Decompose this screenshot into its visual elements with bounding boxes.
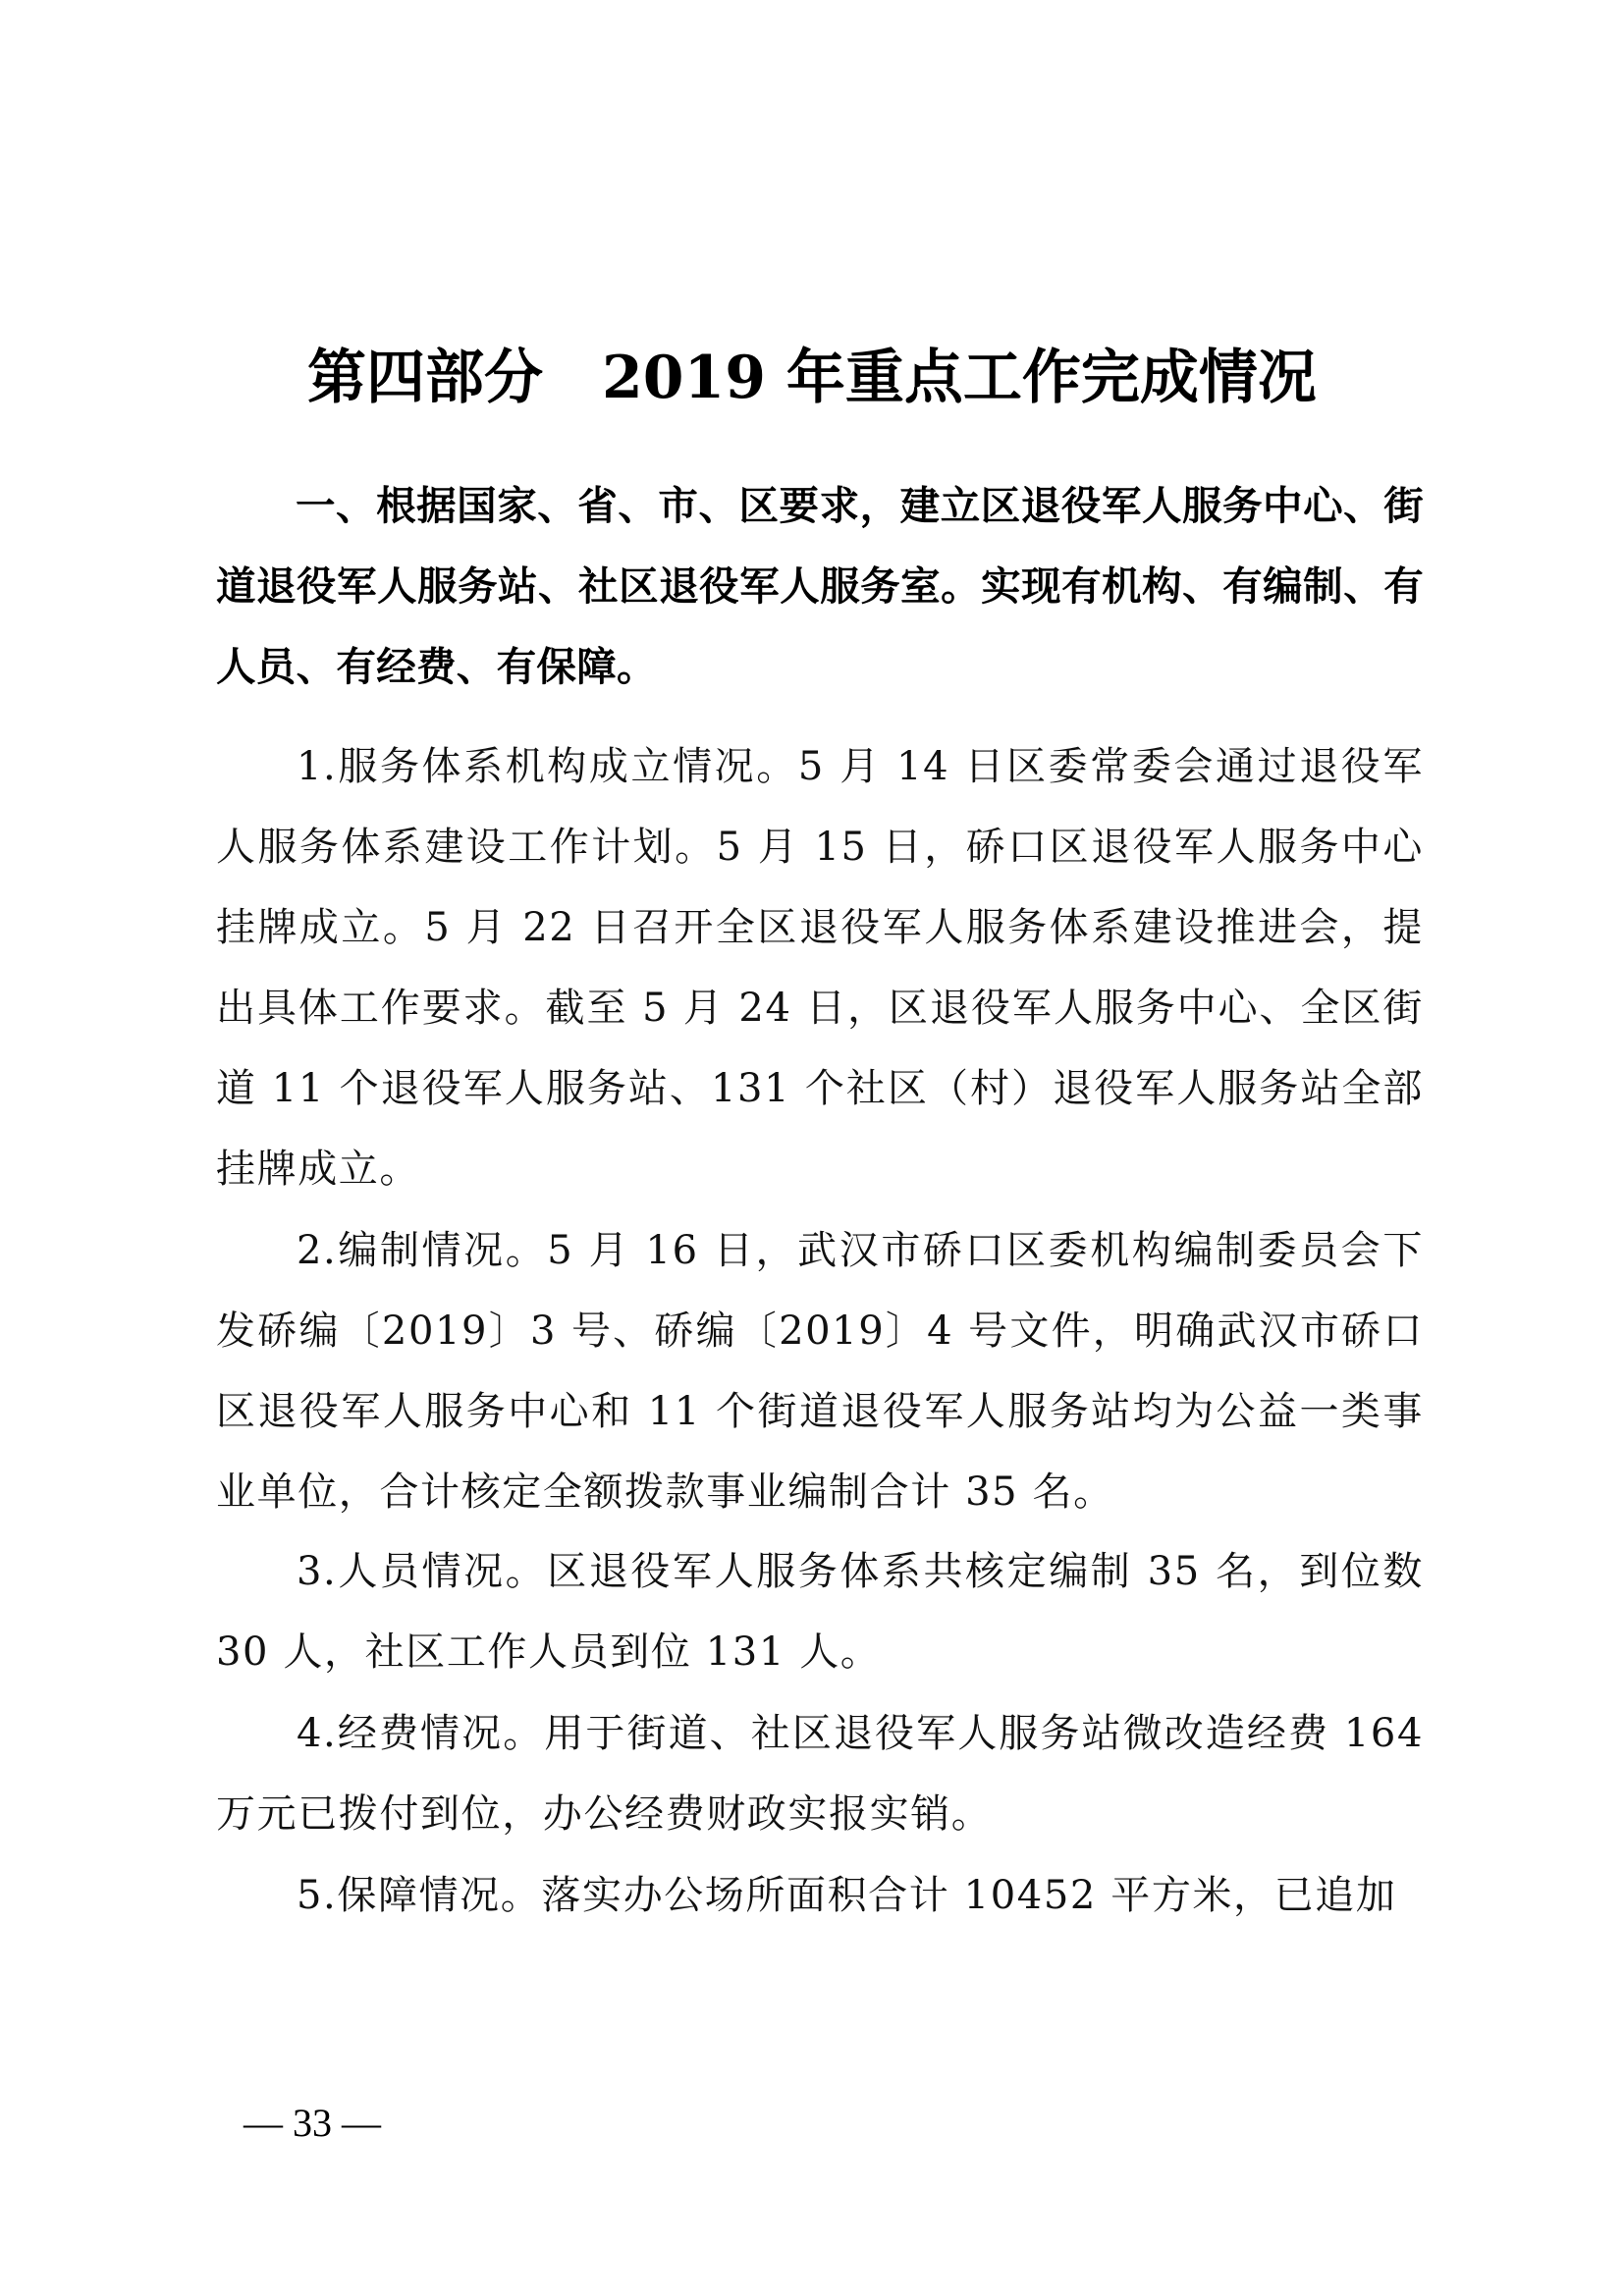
paragraph-funding: 4.经费情况。用于街道、社区退役军人服务站微改造经费 164 万元已拨付到位，办公经费财政实报实销。 bbox=[216, 1711, 1424, 1837]
paragraph-staffing-quota: 2.编制情况。5 月 16 日，武汉市硚口区委机构编制委员会下发硚编〔2019〕3 号、硚编〔2019〕4 号文件，明确武汉市硚口区退役军人服务中心和 11 个街道退役军人服务站均为公益一类事业单位，合计核定全额拨款事业编制合计 35 名。 bbox=[216, 1228, 1424, 1515]
title-text: 2019 年重点工作完成情况 bbox=[602, 344, 1317, 412]
title-part: 第四部分 bbox=[307, 344, 544, 412]
paragraph-institutions: 1.服务体系机构成立情况。5 月 14 日区委常委会通过退役军人服务体系建设工作计划。5 月 15 日，硚口区退役军人服务中心挂牌成立。5 月 22 日召开全区退役军人服务体系建设推进会，提出具体工作要求。截至 5 月 24 日，区退役军人服务中心、全区街道 11 个退役军人服务站、131 个社区（村）退役军人服务站全部挂牌成立。 bbox=[216, 744, 1424, 1192]
paragraph-personnel: 3.人员情况。区退役军人服务体系共核定编制 35 名，到位数 30 人，社区工作人员到位 131 人。 bbox=[216, 1549, 1424, 1675]
page-title bbox=[0, 329, 1624, 427]
section-heading: 一、根据国家、省、市、区要求，建立区退役军人服务中心、街道退役军人服务站、社区退役军人服务室。实现有机构、有编制、有人员、有经费、有保障。 bbox=[216, 482, 1424, 690]
page-number: — 33 — bbox=[244, 2101, 381, 2145]
paragraph-guarantee: 5.保障情况。落实办公场所面积合计 10452 平方米，已追加 bbox=[297, 1873, 1397, 1918]
